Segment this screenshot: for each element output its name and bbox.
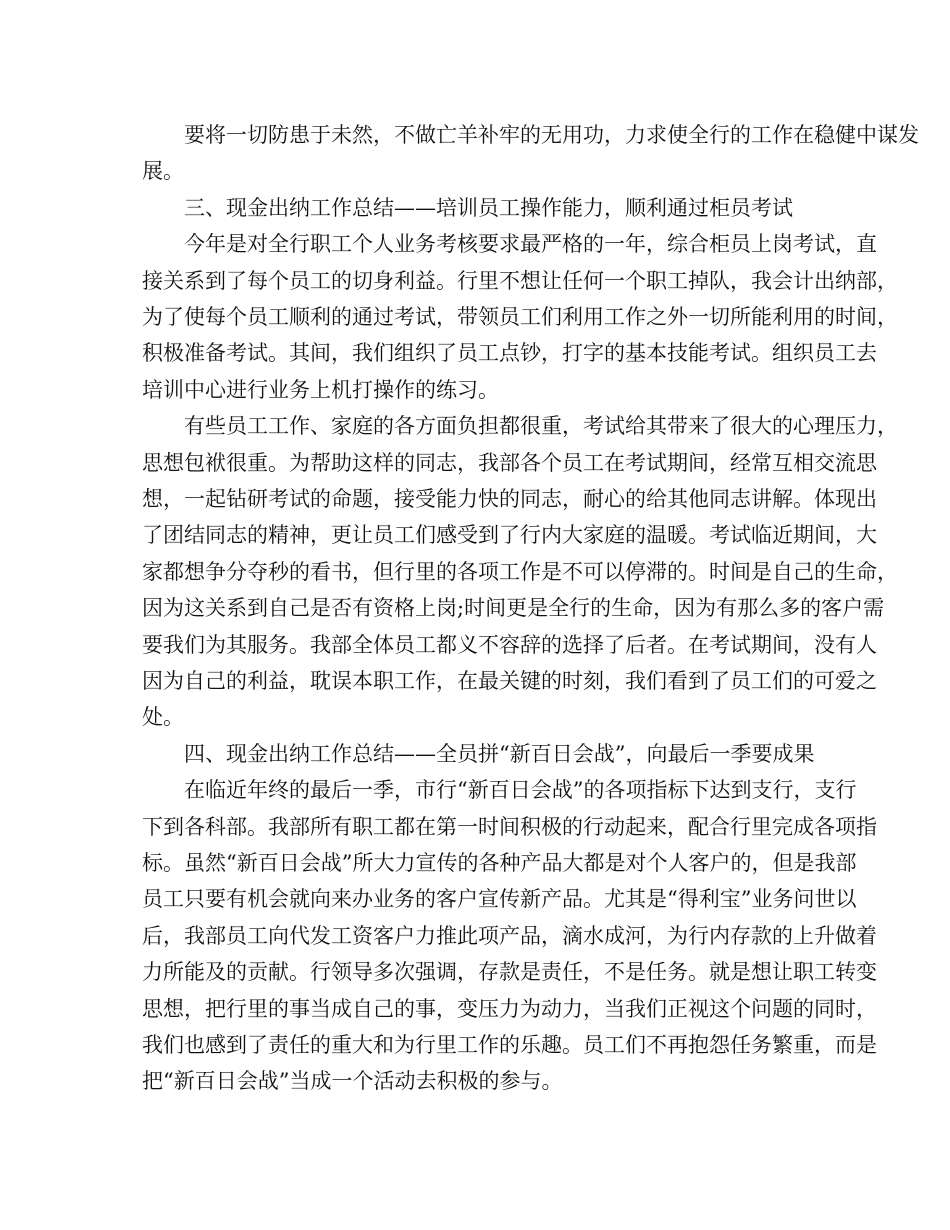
paragraph-line: 想，一起钻研考试的命题，接受能力快的同志，耐心的给其他同志讲解。体现出: [142, 487, 877, 511]
paragraph-line: 展。: [142, 159, 184, 183]
paragraph-line: 标。虽然“新百日会战”所大力宣传的各种产品大都是对个人客户的，但是我部: [142, 851, 857, 875]
paragraph-line: 培训中心进行业务上机打操作的练习。: [142, 378, 499, 402]
paragraph-line: 后，我部员工向代发工资客户力推此项产品，滴水成河，为行内存款的上升做着: [142, 924, 877, 948]
paragraph-line: 要将一切防患于未然，不做亡羊补牢的无用功，力求使全行的工作在稳健中谋发: [184, 123, 919, 147]
paragraph-line: 要我们为其服务。我部全体员工都义不容辞的选择了后者。在考试期间，没有人: [142, 633, 877, 657]
paragraph-line: 今年是对全行职工个人业务考核要求最严格的一年，综合柜员上岗考试，直: [184, 232, 877, 256]
paragraph-line: 了团结同志的精神，更让员工们感受到了行内大家庭的温暖。考试临近期间，大: [142, 523, 877, 547]
paragraph-line: 思想，把行里的事当成自己的事，变压力为动力，当我们正视这个问题的同时，: [142, 997, 877, 1021]
section-heading: 三、现金出纳工作总结——培训员工操作能力，顺利通过柜员考试: [184, 196, 793, 220]
section-heading: 四、现金出纳工作总结——全员拼“新百日会战”，向最后一季要成果: [184, 742, 815, 766]
paragraph-line: 有些员工工作、家庭的各方面负担都很重，考试给其带来了很大的心理压力，: [184, 414, 898, 438]
paragraph-line: 力所能及的贡献。行领导多次强调，存款是责任，不是任务。就是想让职工转变: [142, 960, 877, 984]
paragraph-line: 员工只要有机会就向来办业务的客户宣传新产品。尤其是“得利宝”业务问世以: [142, 887, 857, 911]
paragraph-line: 因为自己的利益，耽误本职工作，在最关键的时刻，我们看到了员工们的可爱之: [142, 669, 877, 693]
paragraph-line: 我们也感到了责任的重大和为行里工作的乐趣。员工们不再抱怨任务繁重，而是: [142, 1033, 877, 1057]
paragraph-line: 为了使每个员工顺利的通过考试，带领员工们利用工作之外一切所能利用的时间，: [142, 305, 898, 329]
paragraph-line: 思想包袱很重。为帮助这样的同志，我部各个员工在考试期间，经常互相交流思: [142, 451, 877, 475]
paragraph-line: 家都想争分夺秒的看书，但行里的各项工作是不可以停滞的。时间是自己的生命，: [142, 560, 898, 584]
paragraph-line: 接关系到了每个员工的切身利益。行里不想让任何一个职工掉队，我会计出纳部，: [142, 269, 898, 293]
paragraph-line: 积极准备考试。其间，我们组织了员工点钞，打字的基本技能考试。组织员工去: [142, 341, 877, 365]
paragraph-line: 下到各科部。我部所有职工都在第一时间积极的行动起来，配合行里完成各项指: [142, 815, 877, 839]
paragraph-line: 处。: [142, 705, 184, 729]
paragraph-line: 在临近年终的最后一季，市行“新百日会战”的各项指标下达到支行，支行: [184, 778, 857, 802]
paragraph-line: 把“新百日会战”当成一个活动去积极的参与。: [142, 1069, 563, 1093]
paragraph-line: 因为这关系到自己是否有资格上岗;时间更是全行的生命，因为有那么多的客户需: [142, 596, 885, 620]
